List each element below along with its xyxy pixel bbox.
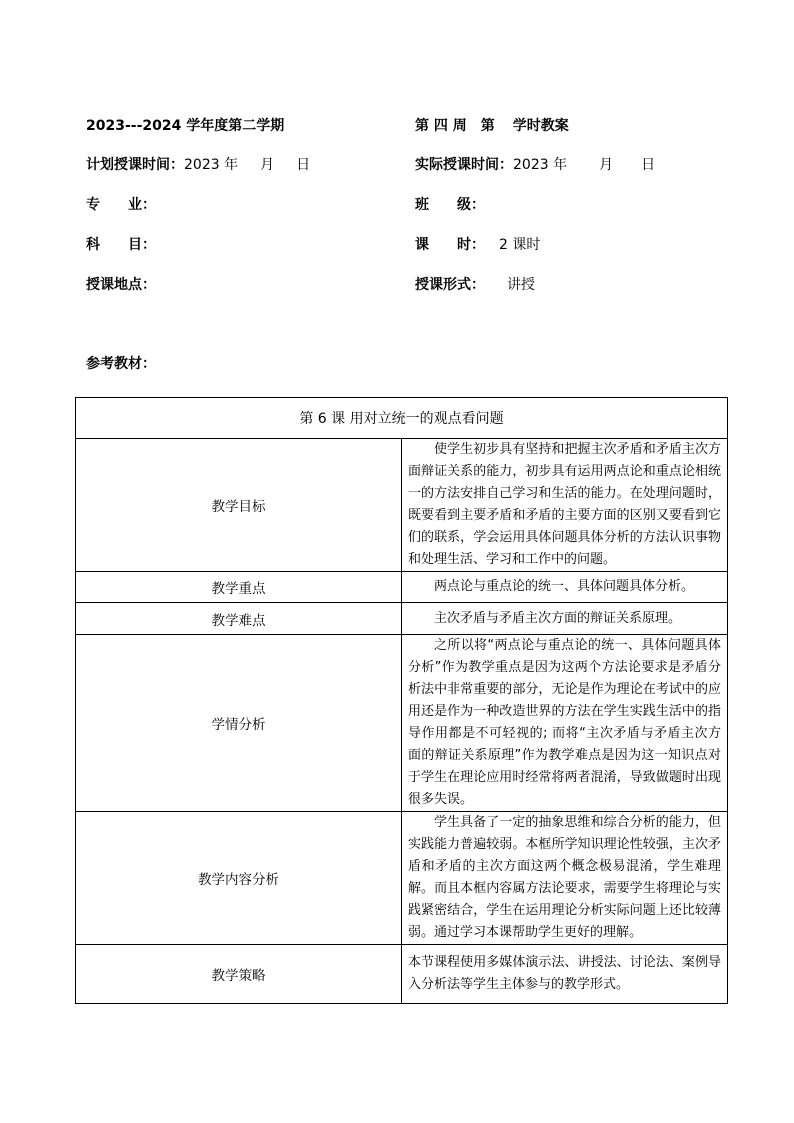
table-row-key-points	[76, 572, 728, 603]
row-label-difficulties: 教学难点	[76, 603, 402, 635]
week-part3: 学时教案	[512, 118, 569, 134]
actual-time-day: 日	[641, 157, 656, 173]
hours-label: 课 时：	[415, 237, 485, 253]
form	[415, 274, 535, 294]
row-label-objectives: 教学目标	[76, 439, 402, 572]
major-label: 专 业：	[86, 197, 156, 213]
week-part1: 第 四 周	[415, 118, 467, 134]
header-row-subject	[0, 234, 794, 256]
header-row-location	[0, 274, 794, 296]
row-content-objectives: 使学生初步具有坚持和把握主次矛盾和矛盾主次方面辩证关系的能力，初步具有运用两点论和重点论相统一的方法安排自己学习和生活的能力。在处理问题时，既要看到主要矛盾和矛盾的主要方面的区别又要看到它们的联系，学会运用具体问题具体分析的方法认识事物和处理生活、学习和工作中的问题。	[402, 439, 728, 572]
actual-time	[415, 154, 655, 174]
hours-value: 2 课时	[499, 237, 541, 253]
table-row-strategy	[76, 945, 728, 1004]
table-title-row	[76, 398, 728, 439]
week-part2: 第	[480, 118, 495, 134]
lesson-plan-table	[75, 397, 728, 1004]
lesson-title: 第 6 课 用对立统一的观点看问题	[76, 398, 728, 439]
header-row-major	[0, 194, 794, 216]
row-content-difficulties: 主次矛盾与矛盾主次方面的辩证关系原理。	[402, 603, 728, 635]
table-row-difficulties	[76, 603, 728, 635]
plan-time-label: 计划授课时间：	[86, 157, 184, 173]
plan-time-month: 月	[260, 157, 275, 173]
row-label-content-analysis: 教学内容分析	[76, 812, 402, 945]
row-content-strategy: 本节课程使用多媒体演示法、讲授法、讨论法、案例导入分析法等学生主体参与的教学形式。	[402, 945, 728, 1004]
form-value: 讲授	[507, 277, 535, 293]
term-label: 2023---2024 学年度第二学期	[86, 118, 285, 134]
table-row-content-analysis	[76, 812, 728, 945]
row-content-student-analysis: 之所以将“两点论与重点论的统一、具体问题具体分析”作为教学重点是因为这两个方法论要求是矛盾分析法中非常重要的部分，无论是作为理论在考试中的应用还是作为一种改造世界的方法在学生实践生活中的指导作用都是不可轻视的; 而将“主次矛盾与矛盾主次方面的辩证关系原理”作为教学难点是因为这一知识点对于学生在理论应用时经常将两者混淆，导致做题时出现很多失误。	[402, 635, 728, 812]
actual-time-month: 月	[599, 157, 614, 173]
row-content-content-analysis: 学生具备了一定的抽象思维和综合分析的能力，但实践能力普遍较弱。本框所学知识理论性较强，主次矛盾和矛盾的主次方面这两个概念极易混淆，学生难理解。而且本框内容属方法论要求，需要学生将理论与实践紧密结合，学生在运用理论分析实际问题上还比较薄弱。通过学习本课帮助学生更好的理解。	[402, 812, 728, 945]
header-row-term	[0, 115, 794, 137]
row-label-student-analysis: 学情分析	[76, 635, 402, 812]
table-row-student-analysis	[76, 635, 728, 812]
actual-time-label: 实际授课时间：	[415, 157, 513, 173]
form-label: 授课形式：	[415, 277, 485, 293]
table-row-objectives	[76, 439, 728, 572]
class-label: 班 级：	[415, 197, 485, 213]
header-row-time	[0, 154, 794, 176]
actual-time-year: 2023 年	[513, 157, 568, 173]
row-label-key-points: 教学重点	[76, 572, 402, 603]
plan-time-year: 2023 年	[184, 157, 239, 173]
subject-label: 科 目：	[86, 237, 156, 253]
hours	[415, 234, 540, 254]
week-label	[415, 115, 569, 135]
plan-time-day: 日	[296, 157, 311, 173]
row-content-key-points: 两点论与重点论的统一、具体问题具体分析。	[402, 572, 728, 603]
reference-label: 参考教材：	[86, 356, 156, 372]
plan-time	[86, 154, 310, 174]
row-label-strategy: 教学策略	[76, 945, 402, 1004]
location-label: 授课地点：	[86, 277, 156, 293]
